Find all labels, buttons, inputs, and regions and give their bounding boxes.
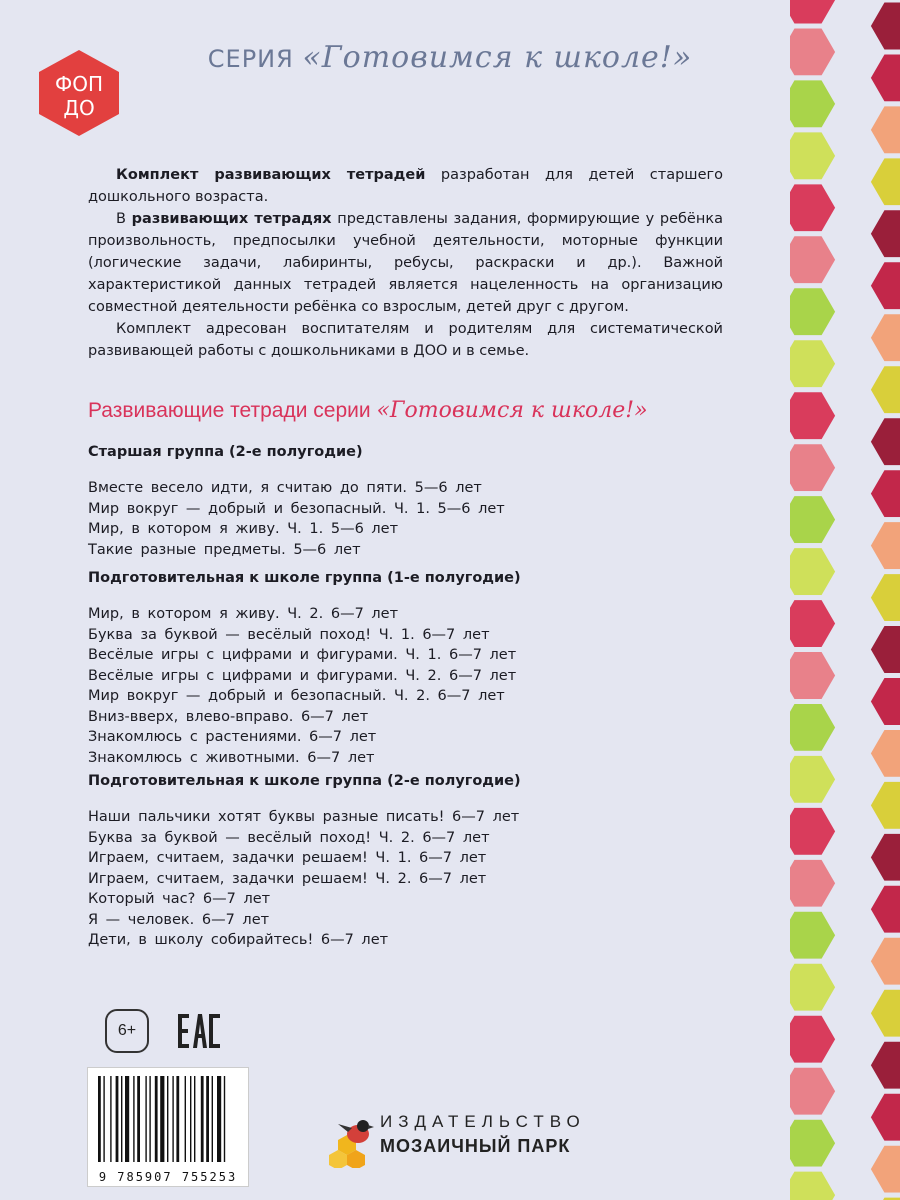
list-item: Знакомлюсь с животными. 6—7 лет <box>88 749 375 766</box>
section-heading <box>88 398 648 423</box>
decor-hexagon <box>868 520 900 572</box>
group-title: Подготовительная к школе группа (2-е полугодие) <box>88 773 521 789</box>
list-item: Мир вокруг — добрый и безопасный. Ч. 2. 6—7 лет <box>88 688 505 704</box>
decor-hexagon <box>868 883 900 935</box>
list-item: Играем, считаем, задачки решаем! Ч. 2. 6—7 лет <box>88 870 487 887</box>
list-item: Весёлые игры с цифрами и фигурами. Ч. 2. 6—7 лет <box>88 667 517 684</box>
decor-hexagon <box>868 468 900 520</box>
barcode-bar <box>145 1076 146 1162</box>
decor-hexagon <box>868 728 900 780</box>
barcode-bar <box>176 1076 179 1162</box>
decor-hexagon <box>790 961 838 1013</box>
decor-hexagon <box>868 208 900 260</box>
decor-hexagon <box>868 416 900 468</box>
intro-paragraph-2 <box>88 208 723 318</box>
decor-hexagon <box>790 1065 838 1117</box>
decor-hexagon <box>790 1169 838 1200</box>
bullfinch-logo-icon <box>328 1112 376 1168</box>
decor-hexagon <box>868 104 900 156</box>
list-item: Который час? 6—7 лет <box>88 891 271 907</box>
series-prefix: СЕРИЯ <box>207 45 294 73</box>
barcode-bar <box>133 1076 134 1162</box>
list-item: Я — человек. 6—7 лет <box>88 911 270 928</box>
barcode-bar <box>125 1076 129 1162</box>
group-title: Подготовительная к школе группа (1-е полугодие) <box>88 570 521 586</box>
barcode-bar <box>137 1076 140 1162</box>
decor-hexagon <box>790 494 838 546</box>
intro-p2-rest: представлены задания, формирующие у ребёнка произвольность, предпосылки учебной деятельности, моторные функции (логические задачи, лабиринты, ребусы, раскраски и др.). Важной характеристикой данных тетрадей является нацеленность на организацию совместной деятельности ребёнка со взрослым, детей друг с другом. <box>88 211 723 315</box>
decor-hexagon <box>790 1013 838 1065</box>
list-item: Знакомлюсь с растениями. 6—7 лет <box>88 729 377 745</box>
intro-p2-start: В <box>116 211 132 227</box>
decor-hexagon <box>790 650 838 702</box>
intro-paragraph-3: Комплект адресован воспитателям и родителям для систематической развивающей работы с дошкольниками в ДОО и в семье. <box>88 321 723 359</box>
decor-hexagon <box>790 909 838 961</box>
decor-hexagon <box>790 286 838 338</box>
series-name: «Готовимся к школе!» <box>302 40 693 75</box>
barcode-bar <box>217 1076 221 1162</box>
list-item: Буква за буквой — весёлый поход! Ч. 1. 6—7 лет <box>88 626 490 643</box>
publisher-line2: МОЗАИЧНЫЙ ПАРК <box>380 1136 571 1156</box>
series-title <box>0 40 900 75</box>
book-list <box>88 478 728 560</box>
decor-hexagon <box>868 156 900 208</box>
badge-line1: ФОП <box>55 72 103 96</box>
decor-hexagon <box>790 546 838 598</box>
isbn-barcode <box>87 1067 249 1187</box>
list-item: Вместе весело идти, я считаю до пяти. 5—6 лет <box>88 480 482 496</box>
barcode-bar <box>110 1076 111 1162</box>
decor-hexagon <box>868 935 900 987</box>
list-item: Буква за буквой — весёлый поход! Ч. 2. 6—7 лет <box>88 829 490 846</box>
list-item: Мир, в котором я живу. Ч. 1. 5—6 лет <box>88 521 399 537</box>
publisher-line1: ИЗДАТЕЛЬСТВО <box>380 1112 586 1131</box>
intro-p2-bold: развивающих тетрадях <box>131 211 332 227</box>
hexagon-pattern <box>790 0 900 1200</box>
decor-hexagon <box>790 182 838 234</box>
eac-mark-icon <box>176 1008 222 1054</box>
decor-hexagon <box>790 338 838 390</box>
decor-hexagon <box>868 1091 900 1143</box>
barcode-bar <box>160 1076 164 1162</box>
decor-hexagon <box>790 78 838 130</box>
barcode-bar <box>116 1076 119 1162</box>
list-item: Наши пальчики хотят буквы разные писать! 6—7 лет <box>88 809 520 825</box>
barcode-bar <box>121 1076 122 1162</box>
barcode-bar <box>98 1076 101 1162</box>
barcode-bar <box>155 1076 158 1162</box>
book-list <box>88 807 728 951</box>
barcode-number: 9 785907 755253 <box>98 1170 238 1184</box>
decor-hexagon <box>790 234 838 286</box>
decor-hexagon <box>790 805 838 857</box>
barcode-bars <box>88 1068 248 1168</box>
barcode-bar <box>194 1076 195 1162</box>
group-prep-second-half <box>88 773 728 951</box>
list-item: Мир, в котором я живу. Ч. 2. 6—7 лет <box>88 606 399 622</box>
decor-hexagon <box>868 1195 900 1200</box>
decor-hexagon <box>868 572 900 624</box>
section-heading-text: Развивающие тетради серии <box>88 399 377 422</box>
decor-hexagon <box>868 779 900 831</box>
barcode-bar <box>206 1076 209 1162</box>
barcode-bar <box>190 1076 191 1162</box>
decor-hexagon <box>868 312 900 364</box>
decor-hexagon <box>868 1039 900 1091</box>
barcode-bar <box>149 1076 150 1162</box>
intro-paragraph-1 <box>88 164 723 208</box>
list-item: Дети, в школу собирайтесь! 6—7 лет <box>88 932 389 948</box>
list-item: Вниз-вверх, влево-вправо. 6—7 лет <box>88 708 369 725</box>
list-item: Весёлые игры с цифрами и фигурами. Ч. 1. 6—7 лет <box>88 647 517 663</box>
list-item: Играем, считаем, задачки решаем! Ч. 1. 6—7 лет <box>88 850 487 866</box>
group-senior <box>88 444 728 560</box>
decor-hexagon <box>868 676 900 728</box>
barcode-bar <box>212 1076 213 1162</box>
decor-hexagon <box>868 260 900 312</box>
decor-hexagon <box>790 598 838 650</box>
barcode-bar <box>224 1076 225 1162</box>
intro-p1-rest: разработан для детей старшего дошкольного возраста. <box>88 167 723 205</box>
group-title: Старшая группа (2-е полугодие) <box>88 444 363 460</box>
decor-hexagon <box>868 987 900 1039</box>
list-item: Мир вокруг — добрый и безопасный. Ч. 1. 5—6 лет <box>88 500 505 517</box>
intro-p1-bold: Комплект развивающих тетрадей <box>116 167 426 183</box>
barcode-bar <box>172 1076 173 1162</box>
decor-hexagon <box>790 1117 838 1169</box>
decor-hexagon <box>868 831 900 883</box>
decor-hexagon <box>790 857 838 909</box>
badge-line2: ДО <box>63 96 95 120</box>
decor-hexagon <box>868 364 900 416</box>
decor-hexagon <box>868 1143 900 1195</box>
list-item: Такие разные предметы. 5—6 лет <box>88 541 361 558</box>
barcode-bar <box>201 1076 204 1162</box>
decor-hexagon <box>790 0 838 26</box>
group-prep-first-half <box>88 570 728 768</box>
book-list <box>88 604 728 768</box>
section-heading-script: «Готовимся к школе!» <box>376 398 648 423</box>
barcode-bar <box>185 1076 186 1162</box>
age-rating-badge: 6+ <box>105 1009 149 1053</box>
decor-hexagon <box>790 702 838 754</box>
barcode-bar <box>103 1076 104 1162</box>
decor-hexagon <box>868 624 900 676</box>
decor-hexagon <box>790 130 838 182</box>
decor-hexagon <box>790 753 838 805</box>
barcode-bar <box>167 1076 168 1162</box>
decor-hexagon <box>790 442 838 494</box>
decor-hexagon <box>790 390 838 442</box>
publisher-logo <box>328 1112 588 1182</box>
intro-text <box>88 164 723 362</box>
